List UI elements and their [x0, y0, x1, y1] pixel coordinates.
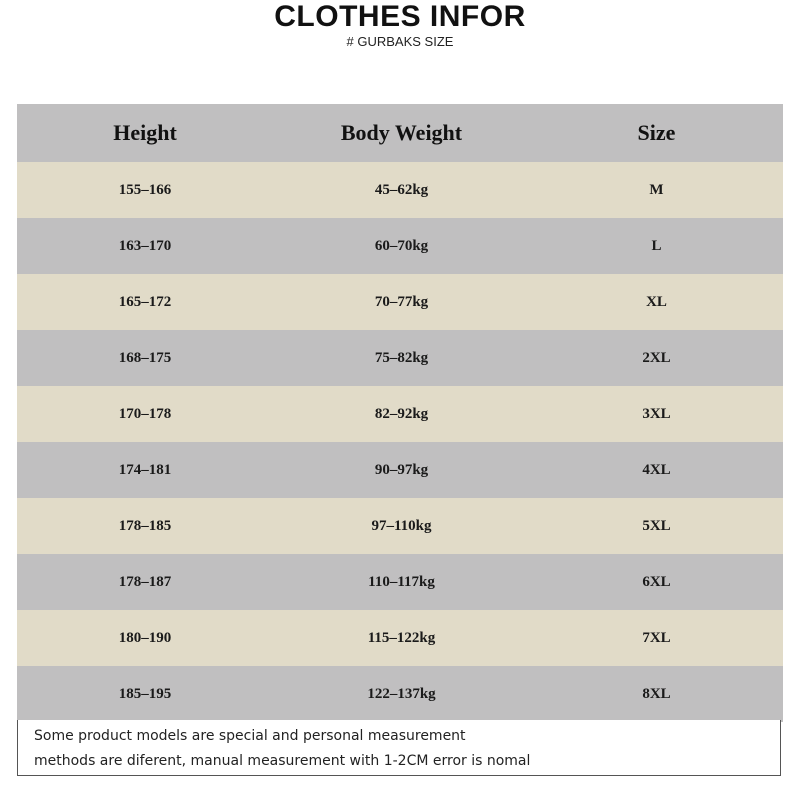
size-cell: 6XL	[530, 554, 783, 610]
height-cell: 168–175	[17, 330, 273, 386]
size-cell: 8XL	[530, 666, 783, 722]
column-header-body-weight: Body Weight	[273, 104, 530, 162]
size-cell: 7XL	[530, 610, 783, 666]
page-subtitle: # GURBAKS SIZE	[346, 34, 454, 49]
table-row	[17, 442, 783, 498]
size-cell: XL	[530, 274, 783, 330]
table-row	[17, 554, 783, 610]
height-cell: 165–172	[17, 274, 273, 330]
weight-cell: 110–117kg	[273, 554, 530, 610]
size-cell: M	[530, 162, 783, 218]
column-header-size: Size	[530, 104, 783, 162]
weight-cell: 45–62kg	[273, 162, 530, 218]
height-cell: 170–178	[17, 386, 273, 442]
weight-cell: 115–122kg	[273, 610, 530, 666]
weight-cell: 122–137kg	[273, 666, 530, 722]
page-title: CLOTHES INFOR	[274, 0, 526, 33]
table-row	[17, 218, 783, 274]
size-cell: 4XL	[530, 442, 783, 498]
height-cell: 178–187	[17, 554, 273, 610]
note-line-2: methods are diferent, manual measurement with 1-2CM error is nomal	[34, 753, 531, 769]
height-cell: 180–190	[17, 610, 273, 666]
height-cell: 163–170	[17, 218, 273, 274]
column-header-height: Height	[17, 104, 273, 162]
table-row	[17, 666, 783, 722]
measurement-note	[17, 720, 781, 776]
weight-cell: 75–82kg	[273, 330, 530, 386]
height-cell: 178–185	[17, 498, 273, 554]
table-row	[17, 330, 783, 386]
size-cell: 5XL	[530, 498, 783, 554]
size-cell: 2XL	[530, 330, 783, 386]
size-cell: L	[530, 218, 783, 274]
weight-cell: 90–97kg	[273, 442, 530, 498]
height-cell: 174–181	[17, 442, 273, 498]
note-line-1: Some product models are special and personal measurement	[34, 728, 466, 744]
table-row	[17, 386, 783, 442]
table-row	[17, 274, 783, 330]
table-row	[17, 610, 783, 666]
weight-cell: 82–92kg	[273, 386, 530, 442]
table-row	[17, 498, 783, 554]
weight-cell: 60–70kg	[273, 218, 530, 274]
weight-cell: 97–110kg	[273, 498, 530, 554]
size-cell: 3XL	[530, 386, 783, 442]
table-row	[17, 162, 783, 218]
height-cell: 185–195	[17, 666, 273, 722]
height-cell: 155–166	[17, 162, 273, 218]
weight-cell: 70–77kg	[273, 274, 530, 330]
size-chart-table	[17, 104, 783, 722]
table-header-row	[17, 104, 783, 162]
